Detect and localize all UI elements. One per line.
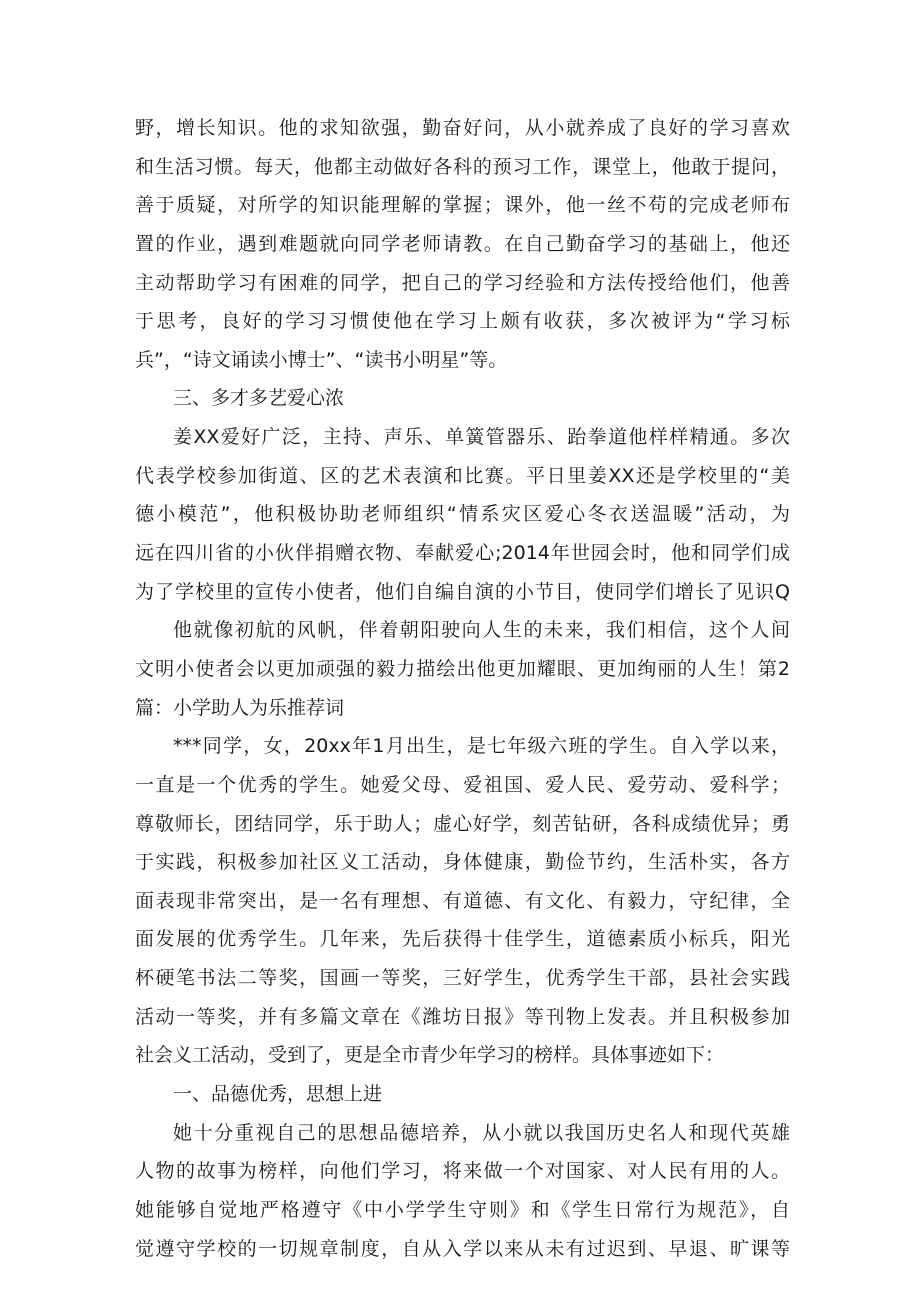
text-line: 她十分重视自己的思想品德培养，从小就以我国历史名人和现代英雄 (173, 1121, 790, 1144)
section-heading: 一、品德优秀，思想上进 (173, 1083, 383, 1106)
text-line: 活动一等奖，并有多篇文章在《潍坊日报》等刊物上发表。并且积极参加 (135, 1005, 790, 1028)
text-line: 觉遵守学校的一切规章制度，自从入学以来从未有过迟到、早退、旷课等 (135, 1237, 790, 1260)
text-line: 代表学校参加街道、区的艺术表演和比赛。平日里姜XX还是学校里的“美 (135, 464, 790, 487)
text-line: 一直是一个优秀的学生。她爱父母、爱祖国、爱人民、爱劳动、爱科学； (135, 773, 790, 796)
text-line: 远在四川省的小伙伴捐赠衣物、奉献爱心;2014年世园会时，他和同学们成 (135, 542, 790, 565)
text-line: 杯硬笔书法二等奖，国画一等奖，三好学生，优秀学生干部，县社会实践 (135, 967, 790, 990)
text-line: 德小模范”，他积极协助老师组织“情系灾区爱心冬衣送温暖”活动，为 (135, 503, 790, 526)
text-line: 兵”，“诗文诵读小博士”、“读书小明星”等。 (135, 348, 508, 371)
text-line: 面发展的优秀学生。几年来，先后获得十佳学生，道德素质小标兵，阳光 (135, 928, 790, 951)
text-line: 于实践，积极参加社区义工活动，身体健康，勤俭节约，生活朴实，各方 (135, 851, 790, 874)
text-line: 于思考，良好的学习习惯使他在学习上颇有收获，多次被评为“学习标 (135, 310, 790, 333)
text-line: 置的作业，遇到难题就向同学老师请教。在自己勤奋学习的基础上，他还 (135, 232, 790, 255)
text-line: 主动帮助学习有困难的同学，把自己的学习经验和方法传授给他们，他善 (135, 271, 790, 294)
text-line: ***同学，女，20xx年1月出生，是七年级六班的学生。自入学以来， (173, 735, 790, 758)
text-line: 社会义工活动，受到了，更是全市青少年学习的榜样。具体事迹如下： (135, 1044, 725, 1067)
text-line: 篇：小学助人为乐推荐词 (135, 696, 345, 719)
text-line: 和生活习惯。每天，他都主动做好各科的预习工作，课堂上，他敢于提问， (135, 155, 790, 178)
text-line: 尊敬师长，团结同学，乐于助人；虚心好学，刻苦钻研，各科成绩优异；勇 (135, 812, 790, 835)
body-text (135, 109, 790, 1268)
text-line: 野，增长知识。他的求知欲强，勤奋好问，从小就养成了良好的学习喜欢 (135, 117, 790, 139)
text-line: 善于质疑，对所学的知识能理解的掌握；课外，他一丝不苟的完成老师布 (135, 194, 790, 217)
text-line: 面表现非常突出，是一名有理想、有道德、有文化、有毅力，守纪律，全 (135, 889, 790, 912)
text-line: 为了学校里的宣传小使者，他们自编自演的小节目，使同学们增长了见识Q (135, 580, 790, 603)
section-heading: 三、多才多艺爱心浓 (173, 387, 345, 410)
text-line: 他就像初航的风帆，伴着朝阳驶向人生的未来，我们相信，这个人间 (173, 619, 790, 642)
text-line: 她能够自觉地严格遵守《中小学学生守则》和《学生日常行为规范》，自 (135, 1198, 790, 1221)
text-line: 姜XX爱好广泛，主持、声乐、单簧管器乐、跆拳道他样样精通。多次 (173, 426, 790, 449)
text-line: 人物的故事为榜样，向他们学习，将来做一个对国家、对人民有用的人。 (135, 1160, 790, 1183)
text-line: 文明小使者会以更加顽强的毅力描绘出他更加耀眼、更加绚丽的人生！第2 (135, 657, 790, 680)
